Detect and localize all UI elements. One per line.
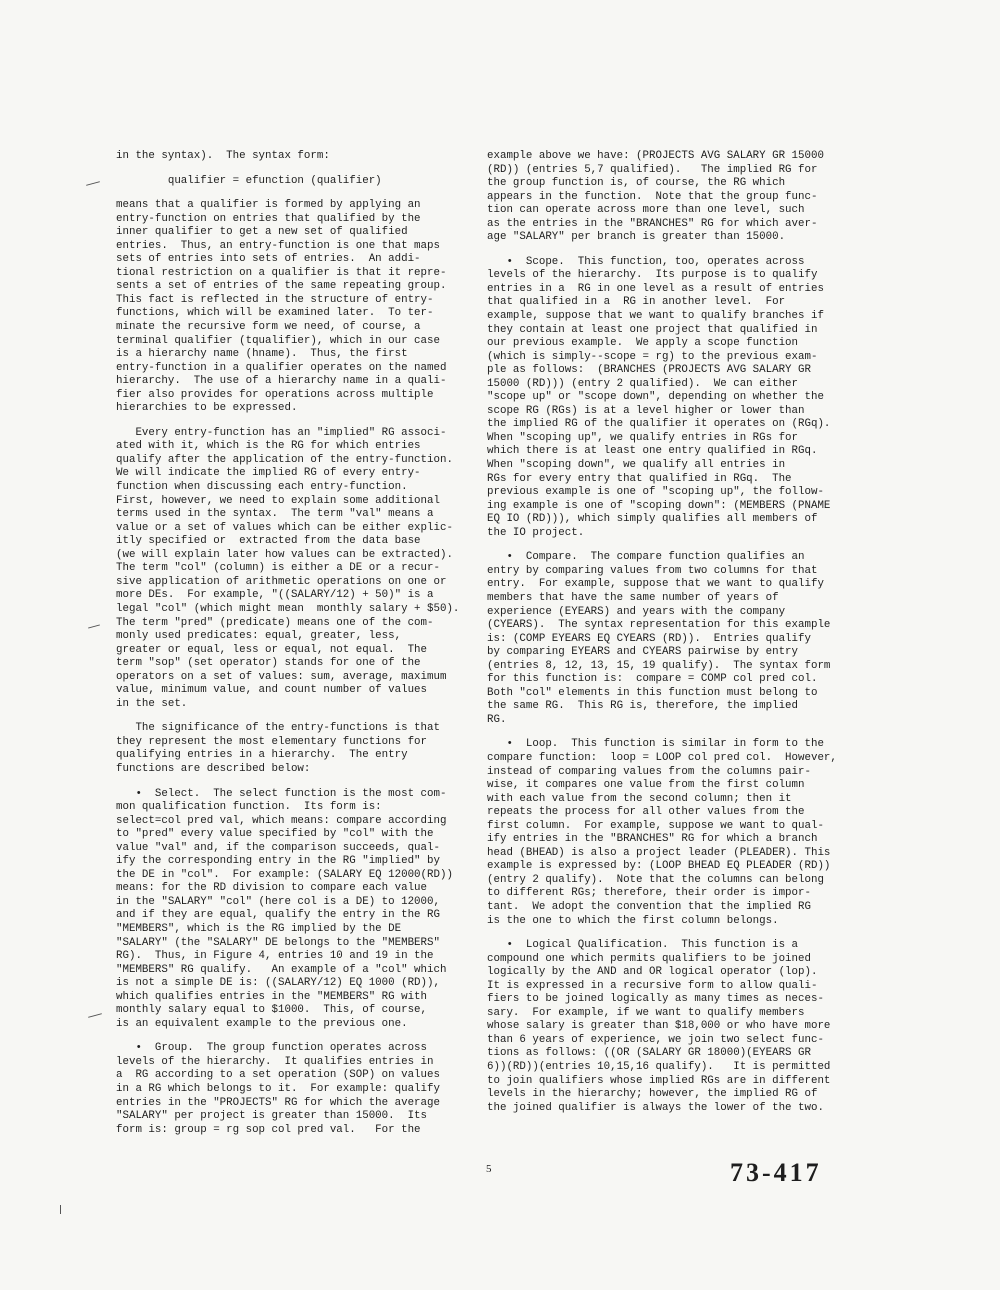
text-line: fiers to be joined logically as many times as neces- [487,993,824,1006]
text-line: which qualifies entries in the "MEMBERS" RG with [116,990,428,1003]
text-line: (entry 2 qualify). Note that the columns can belong [487,873,824,886]
text-line: the DE in "col". For example: (SALARY EQ 12000(RD)) [116,868,453,881]
text-line [487,928,877,939]
text-line: (entries 8, 12, 13, 15, 19 qualify). The syntax form [487,659,831,672]
text-line: levels of the hierarchy. It qualifies entries in [116,1055,434,1068]
text-line: When "scoping up", we qualify entries in RGs for [487,431,799,444]
text-line: terms used in the syntax. The term "val" means a [116,508,434,521]
text-line: • Group. The group function operates across [116,1042,428,1055]
text-line: First, however, we need to explain some additional [116,494,440,507]
text-line: appears in the function. Note that the group func- [487,190,818,203]
text-line: tions as follows: ((OR (SALARY GR 18000)(EYEARS GR [487,1047,811,1060]
text-line [487,245,877,256]
text-line: greater or equal, less or equal, not equal. The [116,643,428,656]
text-line: repeats the process for all other values from the [487,806,805,819]
text-line: members that have the same number of years of [487,591,779,604]
margin-mark [88,1013,102,1018]
text-line: they contain at least one project that qualified in [487,323,818,336]
text-line: (RD)) (entries 5,7 qualified). The implied RG for [487,163,818,176]
text-line: head (BHEAD) is also a project leader (PLEADER). This [487,846,831,859]
text-line: ple as follows: (BRANCHES (PROJECTS AVG SALARY GR [487,364,811,377]
text-line: levels in the hierarchy; however, the implied RG of [487,1088,818,1101]
text-line: entries in a RG in one level as a result of entries [487,282,824,295]
text-line: value "val" and, if the comparison succeeds, qual- [116,841,440,854]
text-line: entry-function on entries that qualified by the [116,212,421,225]
text-line: itly specified or extracted from the data base [116,535,421,548]
text-line: in a RG which belongs to it. For example: qualify [116,1083,440,1095]
text-line: The significance of the entry-functions is that [116,722,440,735]
text-line: a RG according to a set operation (SOP) on values [116,1069,440,1082]
text-line: wise, it compares one value from the first column [487,779,805,792]
text-line: • Select. The select function is the most com- [116,787,447,800]
text-line: When "scoping down", we qualify all entries in [487,459,786,472]
text-line: Every entry-function has an "implied" RG associ- [116,426,447,439]
text-line: the joined qualifier is always the lower of the two. [487,1101,824,1114]
text-line: function when discussing each entry-function. [116,481,408,494]
text-line: • Compare. The compare function qualifies an [487,551,805,564]
text-line: "SALARY" per project is greater than 15000. Its [116,1110,428,1123]
text-line: and if they are equal, qualify the entry in the RG [116,909,440,922]
text-line: qualifying entries in a hierarchy. The entry [116,749,408,762]
text-line: first column. For example, suppose we want to qual- [487,819,824,832]
text-line: experience (EYEARS) and years with the company [487,605,786,618]
text-line: with each value from the second column; then it [487,792,792,805]
text-line: is an equivalent example to the previous one. [116,1017,408,1030]
text-line: ated with it, which is the RG for which entries [116,440,421,453]
text-line: previous example is one of "scoping up", the follow- [487,486,824,499]
text-line: in the "SALARY" "col" (here col is a DE) to 12000, [116,895,440,908]
text-line: ify entries in the "BRANCHES" RG for which a branch [487,833,818,846]
text-line: (CYEARS). The syntax representation for this example [487,619,831,632]
text-line: they represent the most elementary functions for [116,735,428,748]
text-line: 6))(RD))(entries 10,15,16 qualify). It is permitted [487,1061,831,1073]
text-line: sive application of arithmetic operations on one or [116,575,447,588]
page-number: 5 [486,1163,492,1175]
text-line: scope RG (RGs) is at a level higher or lower than [487,404,805,417]
text-line: that qualified in a RG in another level. For [487,296,786,309]
right-text-column [487,150,877,1115]
text-line: "scope up" or "scope down", depending on whether the [487,391,824,404]
text-line: our previous example. We apply a scope function [487,337,799,350]
text-line: whose salary is greater than $18,000 or who have more [487,1020,831,1033]
text-line: term "sop" (set operator) stands for one of the [116,657,421,670]
text-line: RGs for every entry that qualified in RGq. The [487,472,792,485]
text-line: mon qualification function. Its form is: [116,801,382,814]
text-line [487,540,877,551]
text-line: The term "pred" (predicate) means one of the com- [116,616,434,629]
text-line: is not a simple DE is: ((SALARY/12) EQ 1000 (RD)), [116,977,440,990]
text-line: the same RG. This RG is, therefore, the implied [487,700,799,713]
text-line: ing example is one of "scoping down": (MEMBERS (PNAME [487,499,831,512]
text-line: minate the recursive form we need, of course, a [116,321,421,334]
text-line: legal "col" (which might mean monthly salary + $50). [116,602,460,615]
text-line: for this function is: compare = COMP col pred col. [487,673,818,686]
text-line: entries in the "PROJECTS" RG for which the average [116,1096,440,1109]
text-line: tion can operate across more than one level, such [487,204,805,217]
report-number: 73-417 [730,1158,822,1187]
text-line: is: (COMP EYEARS EQ CYEARS (RD)). Entries qualify [487,632,811,645]
text-line: EQ IO (RD))), which simply qualifies all members of [487,513,818,526]
text-line: RG). Thus, in Figure 4, entries 10 and 19 in the [116,950,434,963]
text-line: The term "col" (column) is either a DE or a recur- [116,562,440,575]
text-line: "SALARY" (the "SALARY" DE belongs to the "MEMBERS" [116,936,440,949]
text-line [116,188,488,199]
text-line: 15000 (RD))) (entry 2 qualified). We can either [487,377,799,390]
text-line: inner qualifier to get a new set of qualified [116,226,408,239]
text-line: to different RGs; therefore, their order is impor- [487,887,811,900]
text-line: example above we have: (PROJECTS AVG SALARY GR 15000 [487,150,824,162]
text-line: entries. Thus, an entry-function is one that maps [116,239,440,252]
text-line: is a hierarchy name (hname). Thus, the first [116,348,408,361]
margin-mark [88,624,100,628]
text-line: entry-function in a qualifier operates on the named [116,361,447,374]
text-line: the group function is, of course, the RG which [487,177,786,190]
text-line: sents a set of entries of the same repeating group. [116,280,447,293]
text-line: the IO project. [487,526,585,539]
text-line: hierarchy. The use of a hierarchy name in a quali- [116,375,447,388]
text-line: monly used predicates: equal, greater, less, [116,630,402,643]
text-line: (which is simply--scope = rg) to the previous exam- [487,350,818,363]
text-line: hierarchies to be expressed. [116,402,298,415]
margin-mark [86,181,100,186]
text-line: terminal qualifier (tqualifier), which in our case [116,334,440,347]
text-line: • Logical Qualification. This function is a [487,939,799,952]
text-line: fier also provides for operations across multiple [116,388,434,401]
text-line: value, minimum value, and count number of values [116,684,428,697]
text-line: more DEs. For example, "((SALARY/12) + 50)" is a [116,589,434,602]
text-line: • Scope. This function, too, operates across [487,255,805,268]
text-line: example, suppose that we want to qualify branches if [487,310,824,323]
text-line: qualifier = efunction (qualifier) [116,174,382,187]
margin-mark [60,1205,61,1214]
text-line: select=col pred val, which means: compare according [116,814,447,827]
text-line: operators on a set of values: sum, average, maximum [116,670,447,683]
text-line [116,1031,488,1042]
text-line: functions, which will be examined later. To ter- [116,307,434,320]
text-line: value or a set of values which can be either explic- [116,521,453,534]
text-line: "MEMBERS", which is the RG implied by the DE [116,922,402,935]
text-line [116,777,488,788]
text-line: means: for the RD division to compare each value [116,882,428,895]
text-line: monthly salary equal to $1000. This, of course, [116,1004,428,1017]
text-line: logically by the AND and OR logical operator (lop). [487,966,818,979]
text-line: tional restriction on a qualifier is that it repre- [116,266,447,279]
text-line: means that a qualifier is formed by applying an [116,199,421,212]
text-line: Both "col" elements in this function must belong to [487,686,818,699]
text-line: (we will explain later how values can be extracted). [116,548,453,561]
text-line: by comparing EYEARS and CYEARS pairwise by entry [487,646,799,659]
text-line [116,711,488,722]
text-line: instead of comparing values from the columns pair- [487,765,811,778]
text-line: as the entries in the "BRANCHES" RG for which aver- [487,217,818,230]
text-line [116,164,488,175]
text-line: in the set. [116,697,188,710]
text-line: ify the corresponding entry in the RG "implied" by [116,855,440,868]
text-line: sets of entries into sets of entries. An addi- [116,253,421,266]
text-line: functions are described below: [116,762,311,775]
left-text-column [116,150,488,1137]
text-line: compare function: loop = LOOP col pred col. However, [487,751,837,764]
text-line: is the one to which the first column belongs. [487,914,779,927]
text-line: in the syntax). The syntax form: [116,150,330,162]
text-line: form is: group = rg sop col pred val. For the [116,1123,421,1136]
text-line [487,727,877,738]
text-line: levels of the hierarchy. Its purpose is to qualify [487,269,818,282]
text-line: It is expressed in a recursive form to allow quali- [487,979,818,992]
text-line: "MEMBERS" RG qualify. An example of a "col" which [116,963,447,976]
text-line: This fact is reflected in the structure of entry- [116,293,434,306]
text-line [116,416,488,427]
text-line: RG. [487,713,507,726]
text-line: compound one which permits qualifiers to be joined [487,952,811,965]
text-line: entry. For example, suppose that we want to qualify [487,578,824,591]
text-line: than 6 years of experience, we join two select func- [487,1033,824,1046]
text-line: We will indicate the implied RG of every entry- [116,467,421,480]
text-line: which there is at least one entry qualified in RGq. [487,445,818,458]
text-line: sary. For example, if we want to qualify members [487,1006,805,1019]
text-line: to "pred" every value specified by "col" with the [116,828,434,841]
text-line: to join qualifiers whose implied RGs are in different [487,1074,831,1087]
text-line: tant. We adopt the convention that the implied RG [487,900,811,913]
text-line: age "SALARY" per branch is greater than 15000. [487,231,786,244]
text-line: qualify after the application of the entry-function. [116,453,453,466]
text-line: entry by comparing values from two columns for that [487,564,818,577]
text-line: • Loop. This function is similar in form to the [487,738,824,751]
text-line: example is expressed by: (LOOP BHEAD EQ PLEADER (RD)) [487,860,831,873]
text-line: the implied RG of the qualifier it operates on (RGq). [487,418,831,431]
